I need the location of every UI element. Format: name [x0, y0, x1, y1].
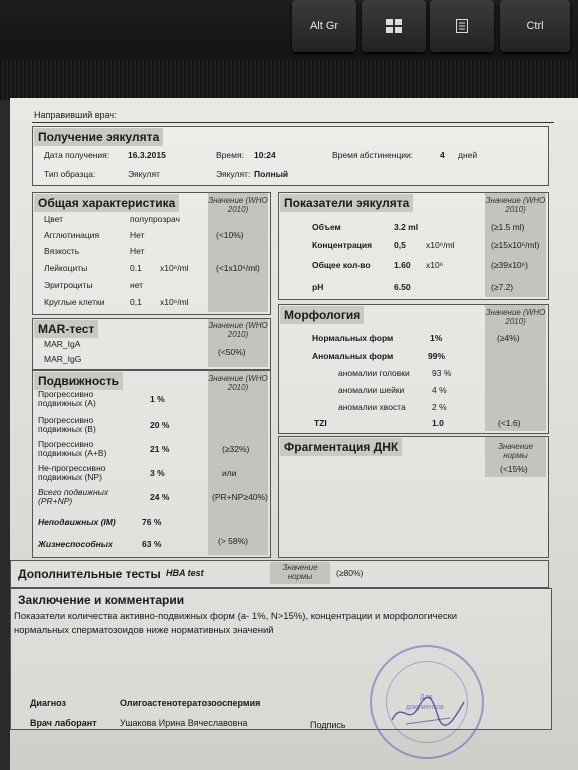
time-value: 10:24: [254, 150, 276, 160]
morphology-title: Морфология: [280, 306, 364, 324]
indicator-row-label: pH: [312, 282, 324, 292]
conclusion-line1: Показатели количества активно-подвижных форм (а- 1%, N>15%), концентрации и морфологически: [14, 611, 458, 622]
vital-value: 63 %: [142, 539, 162, 549]
motility-norm-header: Значение (WHO 2010): [208, 374, 268, 392]
mar-norm: (<50%): [218, 347, 246, 357]
additional-norm: (≥80%): [336, 568, 364, 578]
general-row-unit: x10⁶/ml: [160, 263, 189, 273]
general-row-value: полупрозрач: [130, 214, 180, 224]
abnormal-forms-label: Аномальных форм: [312, 351, 394, 361]
tzi-label: TZI: [314, 418, 327, 428]
indicator-row-norm: (≥7.2): [491, 282, 514, 292]
general-norm-header: Значение (WHO 2010): [208, 196, 268, 214]
conclusion-title: Заключение и комментарии: [18, 593, 185, 607]
motility-row-label2: (PR+NP): [38, 496, 73, 506]
additional-title: Дополнительные тесты: [18, 567, 161, 581]
conclusion-line2: нормальных сперматозоидов ниже нормативных значений: [14, 625, 274, 636]
handwritten-signature: [388, 690, 468, 730]
ejac-label: Эякулят:: [216, 169, 251, 179]
motility-row-label1: Всего подвижных: [38, 487, 109, 497]
keyboard-strip: [0, 0, 578, 100]
vital-label: Жизнеспособных: [38, 539, 113, 549]
menu-key-icon: [430, 0, 494, 52]
motility-row-label1: Прогрессивно: [38, 415, 94, 425]
indicator-row-label: Объем: [312, 222, 341, 232]
motility-row-label2: подвижных (NP): [38, 472, 102, 482]
general-row-value: Нет: [130, 230, 145, 240]
date-label: Дата получения:: [44, 150, 110, 160]
general-row-value: нет: [130, 280, 144, 290]
diagnosis-label: Диагноз: [30, 698, 66, 708]
indicator-row-norm: (≥15x10⁶/ml): [491, 240, 540, 250]
indicator-row-label: Концентрация: [312, 240, 373, 250]
type-value: Эякулят: [128, 169, 160, 179]
morph-sub-label: аномалии хвоста: [338, 402, 406, 412]
general-row-label: Эритроциты: [44, 280, 93, 290]
mar-igg-label: MAR_IgG: [44, 354, 82, 364]
sample-title: Получение эякулята: [34, 128, 163, 146]
diagnosis-value: Олигоастенотератозооспермия: [120, 698, 261, 708]
motility-row-label2: подвижных (B): [38, 424, 96, 434]
general-row-label: Агглютинация: [44, 230, 100, 240]
general-title: Общая характеристика: [34, 194, 179, 212]
indicator-row-norm: (≥39x10⁶): [491, 260, 528, 270]
additional-test: HBA test: [166, 568, 204, 578]
indicator-row-norm: (≥1.5 ml): [491, 222, 525, 232]
lab-report-paper: [10, 98, 578, 770]
morph-sub-label: аномалии головки: [338, 368, 410, 378]
morph-sub-value: 93 %: [432, 368, 452, 378]
motility-row-label1: Не-прогрессивно: [38, 463, 106, 473]
general-row-norm: (<1x10⁶/ml): [216, 263, 260, 273]
morph-sub-value: 2 %: [432, 402, 447, 412]
motility-row-label2: подвижных (A): [38, 398, 96, 408]
indicator-row-label: Общее кол-во: [312, 260, 371, 270]
general-row-label: Вязкость: [44, 246, 80, 256]
dna-norm-header: Значение нормы: [497, 442, 534, 460]
time-label: Время:: [216, 150, 244, 160]
abstinence-label: Время абстиненции:: [332, 150, 414, 160]
indicator-row-value: 6.50: [394, 282, 411, 292]
general-row-label: Цвет: [44, 214, 64, 224]
indicators-title: Показатели эякулята: [280, 194, 413, 212]
morphology-norm-header: Значение (WHO 2010): [485, 308, 546, 326]
motility-row-label1: Прогрессивно: [38, 439, 94, 449]
doctor-value: Ушакова Ирина Вячеславовна: [120, 718, 248, 728]
mar-iga-label: MAR_IgA: [44, 339, 81, 349]
motility-norm-column: [208, 371, 268, 555]
motility-row-value: 20 %: [150, 420, 170, 430]
general-row-unit: x10⁶/ml: [160, 297, 189, 307]
general-row-label: Круглые клетки: [44, 297, 105, 307]
doctor-label: Врач лаборант: [30, 718, 97, 728]
general-row-value: 0.1: [130, 263, 142, 273]
tzi-value: 1.0: [432, 418, 444, 428]
motility-row-norm: (PR+NP≥40%): [212, 492, 268, 502]
motility-row-value: 1 %: [150, 394, 165, 404]
motility-row-norm: или: [222, 468, 237, 478]
general-row-norm: (<10%): [216, 230, 244, 240]
motility-title: Подвижность: [34, 372, 123, 390]
abstinence-value: 4: [440, 150, 445, 160]
mar-norm-header: Значение (WHO 2010): [208, 321, 268, 339]
indicator-row-value: 3.2 ml: [394, 222, 419, 232]
normal-forms-value: 1%: [430, 333, 443, 343]
keyboard-rail: [0, 60, 578, 100]
vital-norm: (> 58%): [218, 536, 248, 546]
type-label: Тип образца:: [44, 169, 96, 179]
date-value: 16.3.2015: [128, 150, 166, 160]
ctrl-key: Ctrl: [500, 0, 570, 52]
dna-title: Фрагментация ДНК: [280, 438, 402, 456]
immotile-value: 76 %: [142, 517, 162, 527]
indicator-row-unit: x10⁶: [426, 260, 444, 270]
morph-sub-label: аномалии шейки: [338, 385, 405, 395]
normal-forms-norm: (≥4%): [497, 333, 520, 343]
motility-row-value: 24 %: [150, 492, 170, 502]
alt-gr-key: Alt Gr: [292, 0, 356, 52]
motility-row-value: 3 %: [150, 468, 165, 478]
normal-forms-label: Нормальных форм: [312, 333, 394, 343]
immotile-label: Неподвижных (IM): [38, 517, 116, 527]
additional-norm-header: Значение нормы: [282, 563, 318, 581]
general-row-value: 0,1: [130, 297, 142, 307]
signature-label: Подпись: [310, 720, 346, 730]
top-divider: [32, 122, 554, 123]
indicator-row-unit: x10⁶/ml: [426, 240, 455, 250]
morph-sub-value: 4 %: [432, 385, 447, 395]
tzi-norm: (<1.6): [498, 418, 521, 428]
indicator-row-value: 1.60: [394, 260, 411, 270]
referring-doctor-label: Направивший врач:: [34, 110, 117, 120]
stamp-text-1: Для: [420, 694, 433, 701]
abstinence-unit: дней: [458, 150, 478, 160]
motility-row-norm: (≥32%): [222, 444, 250, 454]
dna-norm: (<15%): [500, 464, 528, 474]
stamp-text-2: документов: [406, 704, 444, 711]
mar-title: MAR-тест: [34, 320, 98, 338]
indicators-norm-header: Значение (WHO 2010): [485, 196, 546, 214]
motility-row-label1: Прогрессивно: [38, 389, 94, 399]
windows-key-icon: [362, 0, 426, 52]
ejac-value: Полный: [254, 169, 289, 179]
abnormal-forms-value: 99%: [428, 351, 446, 361]
general-row-label: Лейкоциты: [44, 263, 88, 273]
general-row-value: Нет: [130, 246, 145, 256]
motility-row-value: 21 %: [150, 444, 170, 454]
indicator-row-value: 0,5: [394, 240, 406, 250]
motility-row-label2: подвижных (A+B): [38, 448, 107, 458]
